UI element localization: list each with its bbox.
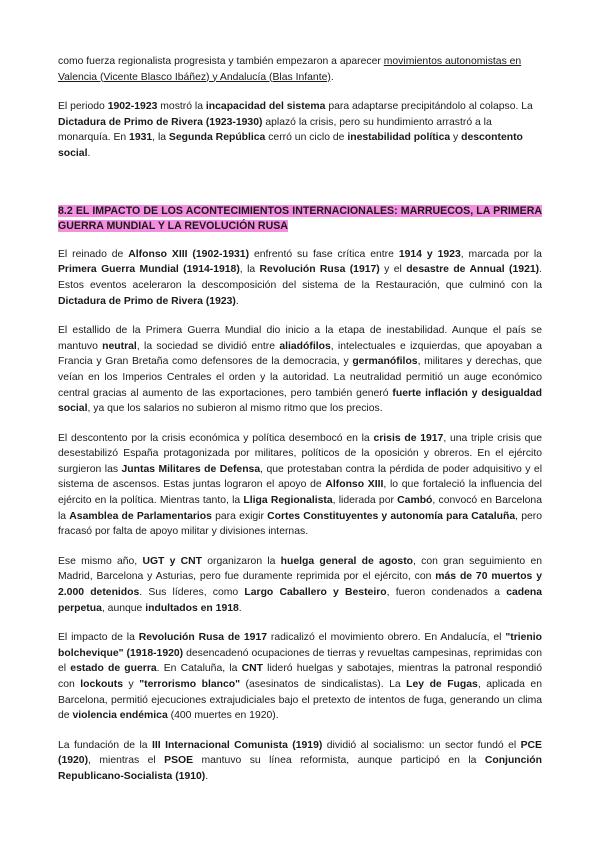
paragraph-alfonso-xiii: El reinado de Alfonso XIII (1902-1931) enfrentó su fase crítica entre 1914 y 1923, marcada por la Primera Guerra Mundial (1914-1918), la Revolución Rusa (1917) y el desastre de Annual (1921). Estos eventos aceleraron la descomposición del sistema de la Restauración, que culminó con la Dictadura de Primo de Rivera (1923). [58, 248, 542, 307]
paragraph-1902-1923: El periodo 1902-1923 mostró la incapacidad del sistema para adaptarse precipitándolo al colapso. La Dictadura de Primo de Rivera (1923-1930) aplazó la crisis, pero su hundimiento arrastró a la monarquía. En 1931, la Segunda República cerró un ciclo de inestabilidad política y descontento social. [58, 101, 533, 159]
paragraph-crisis-1917: El descontento por la crisis económica y política desembocó en la crisis de 1917, una triple crisis que desestabilizó España protagonizada por militares, políticos de la oposición y obreros. En el ejército surgieron las Juntas Militares de Defensa, que protestaban contra la pérdida de poder adquisitivo y el sistema de ascensos. Estas juntas lograron el apoyo de Alfonso XIII, lo que fortaleció la influencia del ejército en la política. Mientras tanto, la Lliga Regionalista, liderada por Cambó, convocó en Barcelona la Asamblea de Parlamentarios para exigir Cortes Constituyentes y autonomía para Cataluña, pero fracasó por falta de apoyo militar y divisiones internas. [58, 432, 543, 538]
paragraph-russian-revolution: El impacto de la Revolución Rusa de 1917 radicalizó el movimiento obrero. En Andalucía, el "trienio bolchevique" (1918-1920) desencadenó ocupaciones de tierras y revueltas campesinas, reprimidas con el estado de guerra. En Cataluña, la CNT lideró huelgas y sabotajes, mientras la patronal respondió con lockouts y "terrorismo blanco" (asesinatos de sindicalistas). La Ley de Fugas, aplicada en Barcelona, permitió ejecuciones extrajudiciales bajo el pretexto de intentos de fuga, generando un clima de violencia endémica (400 muertes en 1920). [58, 632, 542, 722]
paragraph-first-world-war: El estallido de la Primera Guerra Mundial dio inicio a la etapa de inestabilidad. Aunque el país se mantuvo neutral, la sociedad se dividió entre aliadófilos, intelectuales e izquierdas, que apoyaban a Francia y Gran Bretaña como defensores de la democracia, y germanófilos, militares y derechas, que veían en los Imperios Centrales el orden y la autoridad. La neutralidad permitió un auge económico central gracias al aumento de las exportaciones, pero también generó fuerte inflación y desigualdad social, ya que los salarios no subieron al mismo ritmo que los precios. [58, 325, 542, 415]
document-page [58, 54, 542, 785]
section-heading: 8.2 EL IMPACTO DE LOS ACONTECIMIENTOS INTERNACIONALES: MARRUECOS, LA PRIMERA GUERRA MUNDIAL Y LA REVOLUCIÓN RUSA [58, 204, 542, 233]
paragraph-third-international: La fundación de la III Internacional Comunista (1919) dividió al socialismo: un sector fundó el PCE (1920), mientras el PSOE mantuvo su línea reformista, aunque participó en la Conjunción Republicano-Socialista (1910). [58, 739, 542, 782]
intro-paragraph: como fuerza regionalista progresista y también empezaron a aparecer movimientos autonomistas en Valencia (Vicente Blasco Ibáñez) y Andalucía (Blas Infante). [58, 56, 522, 83]
paragraph-general-strike: Ese mismo año, UGT y CNT organizaron la huelga general de agosto, con gran seguimiento en Madrid, Barcelona y Asturias, pero fue duramente reprimida por el ejército, con más de 70 muertos y 2.000 detenidos. Sus líderes, como Largo Caballero y Besteiro, fueron condenados a cadena perpetua, aunque indultados en 1918. [58, 555, 543, 614]
autonomist-movements-link[interactable]: movimientos autonomistas en Valencia (Vicente Blasco Ibáñez) y Andalucía (Blas Infante) [58, 56, 522, 83]
